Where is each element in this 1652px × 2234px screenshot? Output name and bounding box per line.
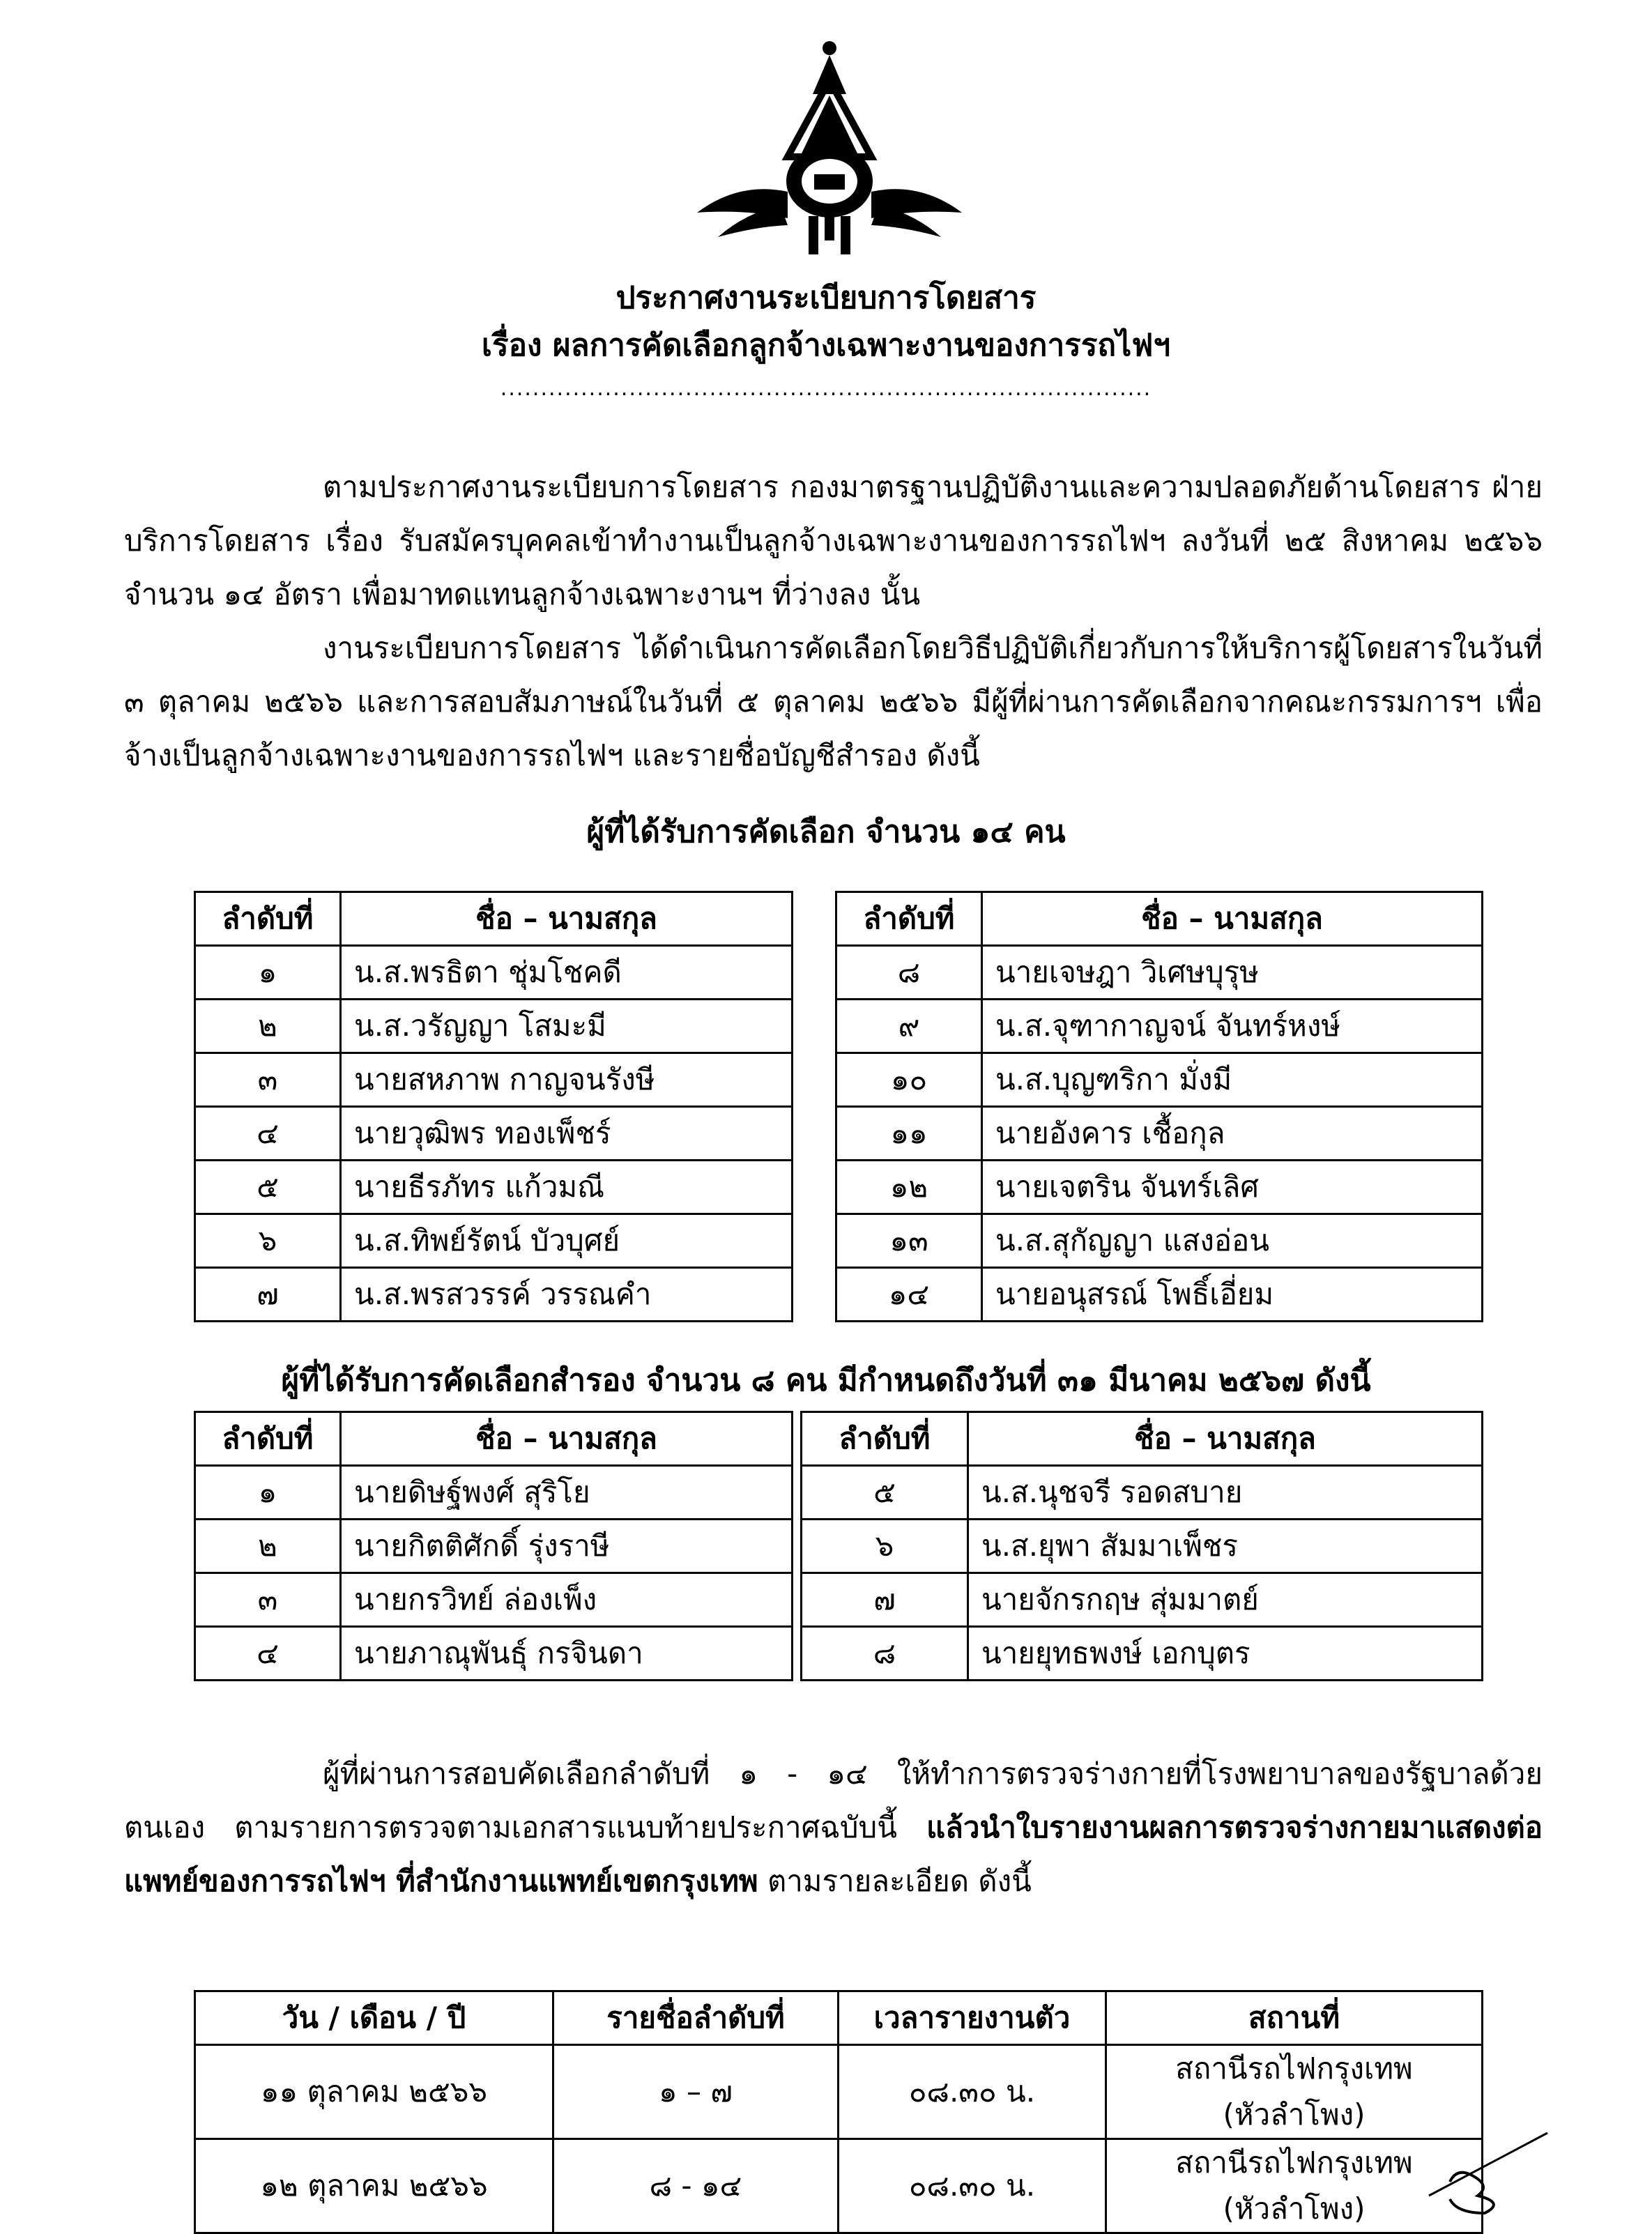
row-name: นายอังคาร เชื้อกุล: [982, 1107, 1483, 1161]
row-number: ๑๑: [836, 1107, 982, 1161]
row-number: ๖: [802, 1520, 968, 1573]
row-name: นายเจษฎา วิเศษบุรุษ: [982, 946, 1483, 1000]
table-row: [195, 2045, 1483, 2139]
row-number: ๙: [836, 1000, 982, 1053]
row-name: นายสหภาพ กาญจนรังษี: [341, 1053, 793, 1107]
row-name: นายวุฒิพร ทองเพ็ชร์: [341, 1107, 793, 1161]
column-header-date: วัน / เดือน / ปี: [195, 1991, 553, 2045]
row-name: นายภาณุพันธุ์ กรจินดา: [341, 1627, 793, 1681]
row-name: น.ส.วรัญญา โสมะมี: [341, 1000, 793, 1053]
reserve-heading: ผู้ที่ได้รับการคัดเลือกสำรอง จำนวน ๘ คน มีกำหนดถึงวันที่ ๓๑ มีนาคม ๒๕๖๗ ดังนี้: [281, 1363, 1371, 1398]
table-row: [195, 1268, 793, 1322]
row-date: ๑๒ ตุลาคม ๒๕๖๖: [195, 2139, 553, 2233]
column-header-place: สถานที่: [1106, 1991, 1483, 2045]
row-name: น.ส.พรธิตา ชุ่มโชคดี: [341, 946, 793, 1000]
table-row: [836, 1107, 1483, 1161]
medical-text-part2: ตามรายละเอียด ดังนี้: [758, 1864, 1032, 1898]
medical-text-bold: แล้วนำใบรายงานผลการตรวจร่างกายมาแสดงต่อแพทย์ของการรถไฟฯ ที่สำนักงานแพทย์เขตกรุงเทพ: [124, 1810, 1543, 1898]
table-row: [802, 1627, 1483, 1681]
column-header-no: ลำดับที่: [836, 892, 982, 946]
table-row: [195, 1520, 793, 1573]
row-number: ๑: [195, 1466, 341, 1520]
row-number: ๑๓: [836, 1214, 982, 1268]
row-name: น.ส.ยุพา สัมมาเพ็ชร: [968, 1520, 1483, 1573]
row-number: ๕: [802, 1466, 968, 1520]
row-name: น.ส.บุญฑริกา มั่งมี: [982, 1053, 1483, 1107]
row-name: น.ส.ทิพย์รัตน์ บัวบุศย์: [341, 1214, 793, 1268]
table-row: [195, 1627, 793, 1681]
row-name: นายอนุสรณ์ โพธิ์เอี่ยม: [982, 1268, 1483, 1322]
row-name: น.ส.นุชจรี รอดสบาย: [968, 1466, 1483, 1520]
table-row: [836, 1053, 1483, 1107]
column-header-name: ชื่อ – นามสกุล: [982, 892, 1483, 946]
row-number: ๔: [195, 1107, 341, 1161]
row-date: ๑๑ ตุลาคม ๒๕๖๖: [195, 2045, 553, 2139]
row-time: ๐๘.๓๐ น.: [839, 2045, 1106, 2139]
row-name: นายกิตติศักดิ์ รุ่งราษี: [341, 1520, 793, 1573]
column-header-name: ชื่อ – นามสกุล: [968, 1412, 1483, 1466]
announcement-subject: เรื่อง ผลการคัดเลือกลูกจ้างเฉพาะงานของการรถไฟฯ: [481, 328, 1171, 363]
table-row: [802, 1520, 1483, 1573]
table-row: [836, 1161, 1483, 1214]
row-place: สถานีรถไฟกรุงเทพ (หัวลำโพง): [1106, 2139, 1483, 2233]
table-row: [195, 946, 793, 1000]
table-row: [195, 1000, 793, 1053]
table-row: [195, 1573, 793, 1627]
table-header-row: [195, 1412, 793, 1466]
medical-paragraph: [124, 1747, 1543, 1908]
separator-dots: .................................................................................: [500, 376, 1152, 401]
table-row: [195, 1466, 793, 1520]
row-name: น.ส.สุกัญญา แสงอ่อน: [982, 1214, 1483, 1268]
row-name: นายยุทธพงษ์ เอกบุตร: [968, 1627, 1483, 1681]
row-number: ๗: [802, 1573, 968, 1627]
table-row: [195, 1107, 793, 1161]
row-name: น.ส.จุฑากาญจน์ จันทร์หงษ์: [982, 1000, 1483, 1053]
row-number: ๑๔: [836, 1268, 982, 1322]
column-header-no: ลำดับที่: [802, 1412, 968, 1466]
column-header-name: ชื่อ – นามสกุล: [341, 892, 793, 946]
column-header-order: รายชื่อลำดับที่: [553, 1991, 839, 2045]
row-name: นายเจตริน จันทร์เลิศ: [982, 1161, 1483, 1214]
column-header-no: ลำดับที่: [195, 1412, 341, 1466]
table-header-row: [195, 1991, 1483, 2045]
row-place: สถานีรถไฟกรุงเทพ (หัวลำโพง): [1106, 2045, 1483, 2139]
table-row: [836, 1268, 1483, 1322]
row-number: ๗: [195, 1268, 341, 1322]
row-number: ๓: [195, 1573, 341, 1627]
table-row: [836, 946, 1483, 1000]
row-number: ๒: [195, 1520, 341, 1573]
selected-table-right: [835, 891, 1483, 1322]
table-row: [195, 2139, 1483, 2233]
selected-table-left: [194, 891, 793, 1322]
reserve-table-right: [800, 1411, 1483, 1681]
intro-paragraph-1: ตามประกาศงานระเบียบการโดยสาร กองมาตรฐานปฏิบัติงานและความปลอดภัยด้านโดยสาร ฝ่ายบริการโดยสาร เรื่อง รับสมัครบุคคลเข้าทำงานเป็นลูกจ้างเฉพาะงานของการรถไฟฯ ลงวันที่ ๒๕ สิงหาคม ๒๕๖๖ จำนวน ๑๔ อัตรา เพื่อมาทดแทนลูกจ้างเฉพาะงานฯ ที่ว่างลง นั้น: [124, 470, 1543, 611]
row-number: ๔: [195, 1627, 341, 1681]
table-row: [195, 1214, 793, 1268]
handwritten-initial: [1408, 2126, 1568, 2217]
row-number: ๑: [195, 946, 341, 1000]
row-number: ๘: [802, 1627, 968, 1681]
table-row: [802, 1466, 1483, 1520]
row-order: ๘ - ๑๔: [553, 2139, 839, 2233]
row-time: ๐๘.๓๐ น.: [839, 2139, 1106, 2233]
medical-text-part1: ผู้ที่ผ่านการสอบคัดเลือกลำดับที่ ๑ - ๑๔ ให้ทำการตรวจร่างกายที่โรงพยาบาลของรัฐบาลด้วยตนเอง ตามรายการตรวจตามเอกสารแนบท้ายประกาศฉบับนี้: [124, 1757, 1543, 1844]
row-number: ๓: [195, 1053, 341, 1107]
table-row: [195, 1161, 793, 1214]
selected-heading: ผู้ที่ได้รับการคัดเลือก จำนวน ๑๔ คน: [586, 814, 1066, 850]
intro-paragraph-2: งานระเบียบการโดยสาร ได้ดำเนินการคัดเลือกโดยวิธีปฏิบัติเกี่ยวกับการให้บริการผู้โดยสารในวันที่ ๓ ตุลาคม ๒๕๖๖ และการสอบสัมภาษณ์ในวันที่ ๕ ตุลาคม ๒๕๖๖ มีผู้ที่ผ่านการคัดเลือกจากคณะกรรมการฯ เพื่อจ้างเป็นลูกจ้างเฉพาะงานของการรถไฟฯ และรายชื่อบัญชีสำรอง ดังนี้: [124, 631, 1543, 772]
table-row: [836, 1214, 1483, 1268]
table-header-row: [836, 892, 1483, 946]
row-number: ๑๒: [836, 1161, 982, 1214]
reserve-table-left: [194, 1411, 793, 1681]
table-header-row: [195, 892, 793, 946]
announcement-title: ประกาศงานระเบียบการโดยสาร: [615, 280, 1037, 316]
row-name: น.ส.พรสวรรค์ วรรณคำ: [341, 1268, 793, 1322]
row-number: ๒: [195, 1000, 341, 1053]
row-number: ๘: [836, 946, 982, 1000]
row-name: นายธีรภัทร แก้วมณี: [341, 1161, 793, 1214]
state-railway-emblem: [690, 38, 969, 261]
row-number: ๕: [195, 1161, 341, 1214]
table-row: [195, 1053, 793, 1107]
row-name: นายดิษฐ์พงศ์ สุริโย: [341, 1466, 793, 1520]
row-name: นายกรวิทย์ ล่องเพ็ง: [341, 1573, 793, 1627]
row-order: ๑ – ๗: [553, 2045, 839, 2139]
table-row: [836, 1000, 1483, 1053]
schedule-table: [194, 1990, 1483, 2234]
table-row: [802, 1573, 1483, 1627]
column-header-name: ชื่อ – นามสกุล: [341, 1412, 793, 1466]
table-header-row: [802, 1412, 1483, 1466]
row-number: ๑๐: [836, 1053, 982, 1107]
column-header-time: เวลารายงานตัว: [839, 1991, 1106, 2045]
row-number: ๖: [195, 1214, 341, 1268]
row-name: นายจักรกฤษ สุ่มมาตย์: [968, 1573, 1483, 1627]
column-header-no: ลำดับที่: [195, 892, 341, 946]
